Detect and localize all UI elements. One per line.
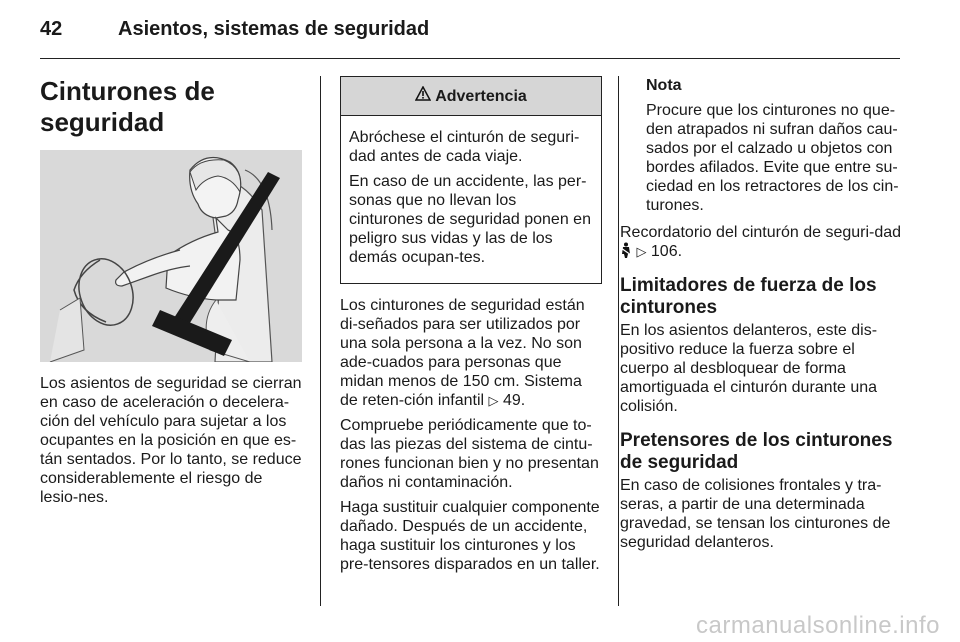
header-rule [40,58,900,59]
force-limiters-heading: Limitadores de fuerza de los cinturones [620,275,877,318]
belt-reminder-paragraph: Recordatorio del cinturón de seguri-dad ▷ 106. [620,224,902,260]
section-title: Cinturones de seguridad [40,76,215,137]
seatbelt-illustration [40,150,302,362]
warning-text-2: En caso de un accidente, las per-sonas que no llevan los cinturones de seguridad ponen en peligro sus vidas y las de los demás ocupan-tes. [349,173,591,266]
page-ref[interactable]: 49. [503,392,526,409]
page-ref[interactable]: 106. [650,243,683,260]
watermark: carmanualsonline.info [696,612,940,639]
warning-triangle-icon [415,86,431,106]
pretensioners-text: En caso de colisiones frontales y tra-seras, a partir de una determinada gravedad, se tensan los cinturones de seguridad delanteros. [620,477,891,551]
note-block [620,76,902,215]
note-label: Nota [646,77,682,94]
column-divider-2 [618,76,619,606]
page-ref-icon: ▷ [488,393,499,408]
column-2 [340,76,602,580]
column-3 [620,76,902,558]
seatbelt-reminder-icon [620,243,632,260]
page-ref-icon: ▷ [636,244,647,259]
intro-paragraph: Los asientos de seguridad se cierran en caso de aceleración o decelera-ción del vehículo para sujetar a los ocupantes en la posición en que es-tán sentados. Por lo tanto, se reduce considerablemente el riesgo de lesio-nes. [40,375,302,506]
paragraph-check: Compruebe periódicamente que to-das las piezas del sistema de cintu-rones funcionan bien y no presentan daños ni contaminación. [340,417,599,491]
warning-text-1: Abróchese el cinturón de seguri-dad antes de cada viaje. [349,129,580,165]
warning-header [341,77,601,116]
warning-box [340,76,602,284]
paragraph-replace: Haga sustituir cualquier componente dañado. Después de un accidente, haga sustituir los cinturones y los pre-tensores disparados en un taller. [340,499,600,573]
warning-label: Advertencia [435,87,527,105]
column-divider-1 [320,76,321,606]
pretensioners-heading: Pretensores de los cinturones de seguridad [620,430,893,473]
note-text: Procure que los cinturones no que-den atrapados ni sufran daños cau-sados por el calzado u objetos con bordes afilados. Evite que entre su-ciedad en los retractores de los cin-turones. [646,102,899,214]
paragraph-usage: Los cinturones de seguridad están di-señados para ser utilizados por una sola persona a la vez. No son ade-cuados para personas que midan menos de 150 cm. Sistema de reten-ción infantil ▷ 49. [340,297,585,409]
page-number: 42 [40,18,63,40]
column-1 [40,76,304,506]
force-limiters-text: En los asientos delanteros, este dis-positivo reduce la fuerza sobre el cuerpo al desbloquear de forma amortiguada el cinturón durante una colisión. [620,322,878,415]
chapter-title: Asientos, sistemas de seguridad [118,18,430,40]
